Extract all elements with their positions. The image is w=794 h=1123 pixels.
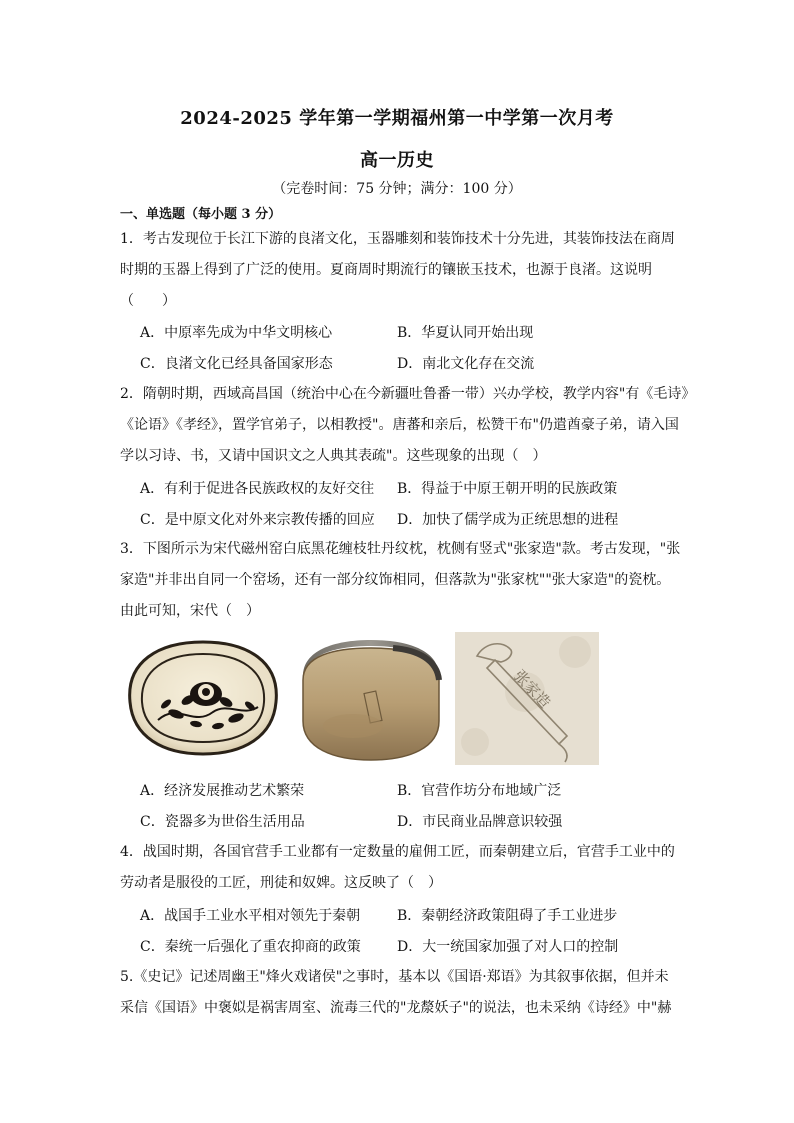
q1-line-1: 1．考古发现位于长江下游的良渚文化，玉器雕刻和装饰技术十分先进，其装饰技法在商周 [120,231,675,247]
exam-title: 2024-2025 学年第一学期福州第一中学第一次月考 [180,108,614,129]
q3-option-b[interactable]: B．官营作坊分布地域广泛 [397,783,562,799]
pillow-top-photo [118,632,288,762]
section-heading: 一、单选题（每小题 3 分） [120,207,282,222]
pillow-side-photo [293,636,449,763]
seal-mark-photo [455,632,599,765]
q1-option-a[interactable]: A．中原率先成为中华文明核心 [140,325,333,341]
q2-line-1: 2．隋朝时期，西域高昌国（统治中心在今新疆吐鲁番一带）兴办学校，教学内容"有《毛诗》 [120,386,696,402]
q4-line-1: 4．战国时期，各国官营手工业都有一定数量的雇佣工匠，而秦朝建立后，官营手工业中的 [120,844,675,860]
q4-option-c[interactable]: C．秦统一后强化了重农抑商的政策 [140,939,361,955]
q3-option-a[interactable]: A．经济发展推动艺术繁荣 [140,783,305,799]
q1-option-b[interactable]: B．华夏认同开始出现 [397,325,534,341]
q4-option-b[interactable]: B．秦朝经济政策阻碍了手工业进步 [397,908,618,924]
q3-option-c[interactable]: C．瓷器多为世俗生活用品 [140,814,305,830]
q2-option-b[interactable]: B．得益于中原王朝开明的民族政策 [397,481,618,497]
seal-inscription: 张家造 [510,666,554,712]
q3-line-1: 3．下图所示为宋代磁州窑白底黑花缠枝牡丹纹枕，枕侧有竖式"张家造"款。考古发现，"张 [120,541,681,557]
q4-option-a[interactable]: A．战国手工业水平相对领先于秦朝 [140,908,361,924]
q4-line-2: 劳动者是服役的工匠，刑徒和奴婢。这反映了（ ） [120,875,442,891]
q1-line-3: （ ） [120,293,176,309]
q3-option-d[interactable]: D．市民商业品牌意识较强 [397,814,563,830]
q1-option-d[interactable]: D．南北文化存在交流 [397,356,535,372]
q2-option-d[interactable]: D．加快了儒学成为正统思想的进程 [397,512,619,528]
subject-title: 高一历史 [360,150,434,171]
q5-line-2: 采信《国语》中褒姒是祸害周室、流毒三代的"龙漦妖子"的说法，也未采纳《诗经》中"赫 [120,1000,672,1016]
q1-line-2: 时期的玉器上得到了广泛的使用。夏商周时期流行的镶嵌玉技术，也源于良渚。这说明 [120,262,652,278]
q2-option-a[interactable]: A．有利于促进各民族政权的友好交往 [140,481,375,497]
q2-line-2: 《论语》《孝经》，置学官弟子，以相教授"。唐蕃和亲后，松赞干布"仍遣酋豪子弟，请入国 [120,417,679,433]
q4-option-d[interactable]: D．大一统国家加强了对人口的控制 [397,939,619,955]
q3-line-3: 由此可知，宋代（ ） [120,603,260,619]
q3-line-2: 家造"并非出自同一个窑场，还有一部分纹饰相同，但落款为"张家枕""张大家造"的瓷枕。 [120,572,671,588]
exam-info: （完卷时间：75 分钟；满分：100 分） [272,181,522,197]
q2-option-c[interactable]: C．是中原文化对外来宗教传播的回应 [140,512,375,528]
q5-line-1: 5.《史记》记述周幽王"烽火戏诸侯"之事时，基本以《国语·郑语》为其叙事依据，但并未 [120,969,669,985]
q1-option-c[interactable]: C．良渚文化已经具备国家形态 [140,356,333,372]
q2-line-3: 学以习诗、书，又请中国识文之人典其表疏"。这些现象的出现（ ） [120,448,547,464]
